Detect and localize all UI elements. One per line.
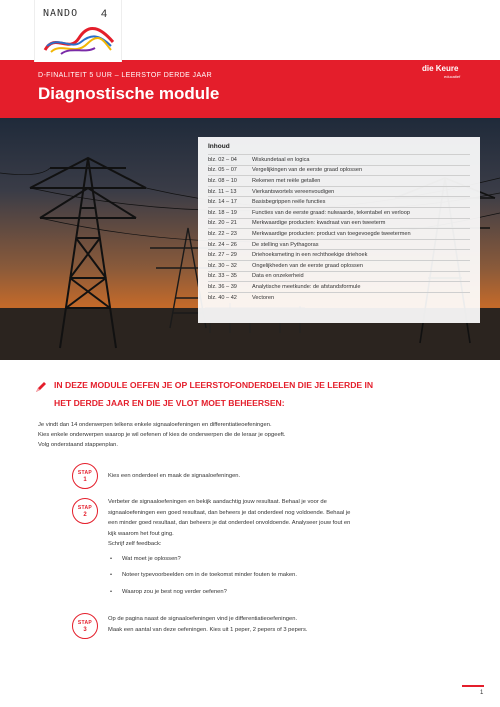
pencil-icon — [34, 380, 48, 394]
toc-pages: blz. 20 – 21 — [208, 220, 237, 227]
toc-row — [208, 196, 470, 207]
toc-row — [208, 239, 470, 250]
toc-topic: Wiskundetaal en logica — [252, 156, 310, 163]
page-header — [0, 0, 500, 118]
toc-pages: blz. 18 – 19 — [208, 209, 237, 216]
intro-heading-line2: HET DERDE JAAR EN DIE JE VLOT MOET BEHEERSEN: — [54, 398, 285, 408]
toc-pages: blz. 40 – 42 — [208, 294, 237, 301]
toc-row — [208, 249, 470, 260]
toc-pages: blz. 24 – 26 — [208, 241, 237, 248]
toc-pages: blz. 05 – 07 — [208, 167, 237, 174]
toc-topic: Basisbegrippen reële functies — [252, 199, 326, 206]
step-number: 3 — [83, 627, 87, 633]
toc-topic: De stelling van Pythagoras — [252, 241, 319, 248]
toc-topic: Merkwaardige producten: kwadraat van een tweeterm — [252, 220, 386, 227]
toc-pages: blz. 36 – 39 — [208, 283, 237, 290]
toc-topic: Rekenen met reële getallen — [252, 177, 321, 184]
toc-row — [208, 292, 470, 303]
toc-row — [208, 207, 470, 218]
step-word: STAP — [77, 620, 93, 626]
intro-lead — [38, 420, 468, 450]
step-2-line: Schrijf zelf feedback: — [108, 541, 162, 547]
step-2-line: Verbeter de signaaloefeningen en bekijk aandachtig jouw resultaat. Behaal je voor de — [108, 499, 327, 505]
toc-pages: blz. 27 – 29 — [208, 252, 237, 259]
toc-row — [208, 186, 470, 197]
list-item: • Waarop zou je best nog verder oefenen? — [108, 587, 473, 598]
toc-topic: Functies van de eerste graad: nulwaarde, tekentabel en verloop — [252, 209, 410, 216]
toc-heading: Inhoud — [208, 143, 230, 150]
toc-pages: blz. 02 – 04 — [208, 156, 237, 163]
toc-topic: Ongelijkheden van de eerste graad oplossen — [252, 262, 364, 269]
feedback-list — [108, 554, 473, 598]
step-1-badge — [72, 463, 98, 489]
toc-row — [208, 281, 470, 292]
footer-accent-bar — [462, 685, 484, 687]
step-2-line: een minder goed resultaat, dan beheers je dat onderdeel onvoldoende. Analyseer jouw fout en — [108, 520, 351, 526]
step-word: STAP — [77, 470, 93, 476]
toc-topic: Analytische meetkunde: de afstandsformule — [252, 283, 361, 290]
list-item: • Wat moet je oplossen? — [108, 554, 473, 565]
step-1-text: Kies een onderdeel en maak de signaaloefeningen. — [108, 473, 241, 479]
step-number: 1 — [83, 477, 87, 483]
toc-pages: blz. 30 – 32 — [208, 262, 237, 269]
step-3-text — [108, 614, 473, 635]
kicker-text: D-FINALITEIT 5 UUR – LEERSTOF DERDE JAAR — [38, 72, 213, 79]
toc-pages: blz. 14 – 17 — [208, 199, 237, 206]
step-3-line: Op de pagina naast de signaaloefeningen vind je differentiatieoefeningen. — [108, 616, 298, 622]
lead-line: Kies enkele onderwerpen waarop je wil oefenen of kies de onderwerpen die de leraar je opgeeft. — [38, 432, 286, 438]
page-number: 1 — [480, 690, 484, 696]
toc-pages: blz. 22 – 23 — [208, 230, 237, 237]
intro-section — [34, 376, 474, 412]
keure-k-icon — [426, 24, 456, 60]
toc-topic: Vergelijkingen van de eerste graad oplossen — [252, 167, 363, 174]
publisher-name: die Keure — [422, 64, 459, 73]
step-2-line: signaaloefeningen een goed resultaat, dan beheers je dat onderdeel nog voldoende. Behaal je — [108, 509, 351, 516]
list-item: • Noteer typevoorbeelden om in de toekomst minder fouten te maken. — [108, 570, 473, 581]
toc-topic: Data en onzekerheid — [252, 273, 304, 280]
toc-pages: blz. 11 – 13 — [208, 188, 237, 195]
toc-topic: Driehoeksmeting in een rechthoekige driehoek — [252, 252, 368, 259]
toc-row — [208, 260, 470, 271]
logo-swirl-icon — [41, 24, 117, 58]
toc-topic: Vectoren — [252, 294, 275, 301]
toc-row — [208, 218, 470, 229]
toc-row — [208, 271, 470, 282]
publisher-sub: educatief — [444, 74, 461, 79]
intro-heading-line1: IN DEZE MODULE OEFEN JE OP LEERSTOFONDERDELEN DIE JE LEERDE IN — [54, 380, 374, 390]
page-title: Diagnostische module — [38, 84, 220, 103]
nando-logo — [34, 0, 122, 62]
toc-row — [208, 165, 470, 176]
toc-row — [208, 228, 470, 239]
toc-row — [208, 154, 470, 165]
step-3-line: Maak een aantal van deze oefeningen. Kies uit 1 peper, 2 pepers of 3 pepers. — [108, 626, 308, 633]
step-3-badge — [72, 613, 98, 639]
lead-line: Je vindt dan 14 onderwerpen telkens enkele signaaloefeningen en differentiatieoefeningen. — [38, 422, 272, 428]
toc-pages: blz. 08 – 10 — [208, 177, 237, 184]
toc-pages: blz. 33 – 35 — [208, 273, 237, 280]
toc-row — [208, 175, 470, 186]
logo-word: NANDO — [43, 8, 79, 19]
logo-number: 4 — [101, 8, 108, 20]
toc-topic: Merkwaardige producten: product van toegevoegde tweetermen — [252, 230, 411, 237]
step-2-line: kijk waarom het fout ging. — [108, 530, 174, 537]
step-number: 2 — [83, 512, 87, 518]
toc-topic: Vierkantswortels vereenvoudigen — [252, 188, 335, 195]
step-2-text — [108, 497, 473, 603]
table-of-contents — [198, 137, 480, 323]
publisher-logo — [420, 24, 480, 84]
step-word: STAP — [77, 505, 93, 511]
step-2-badge — [72, 498, 98, 524]
lead-line: Volg onderstaand stappenplan. — [38, 442, 118, 448]
